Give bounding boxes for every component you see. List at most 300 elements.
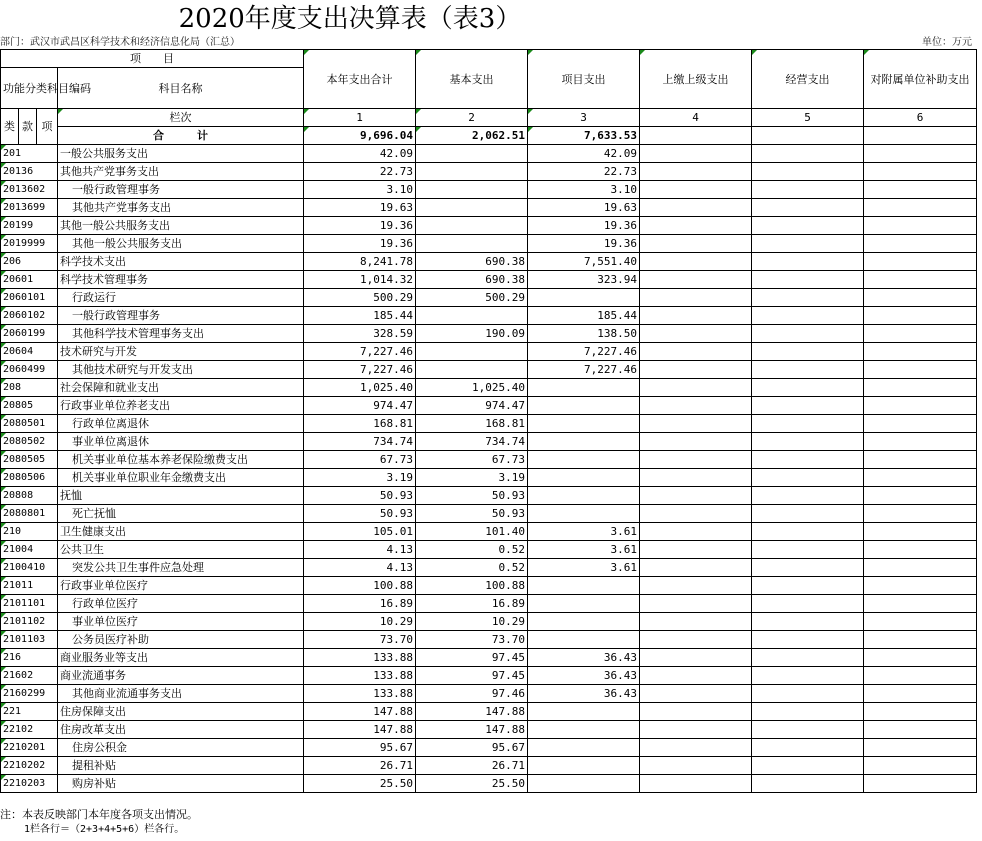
row-value-col-5 [752, 307, 864, 325]
row-value-col-2: 50.93 [416, 487, 528, 505]
row-value-col-3: 36.43 [528, 685, 640, 703]
table-row [1, 649, 977, 667]
row-code: 2080501 [1, 415, 58, 433]
row-value-col-2: 26.71 [416, 757, 528, 775]
table-row [1, 253, 977, 271]
row-value-col-5 [752, 361, 864, 379]
kuan-header: 款 [19, 109, 37, 145]
row-value-col-3: 3.61 [528, 541, 640, 559]
subject-name-header: 科目名称 [58, 68, 304, 109]
row-value-col-6 [864, 271, 977, 289]
table-row [1, 739, 977, 757]
row-subject-name: 死亡抚恤 [58, 505, 304, 523]
row-value-col-3 [528, 595, 640, 613]
table-row [1, 397, 977, 415]
row-value-col-6 [864, 361, 977, 379]
row-value-col-3: 7,551.40 [528, 253, 640, 271]
row-value-col-3: 138.50 [528, 325, 640, 343]
row-code: 2101102 [1, 613, 58, 631]
row-value-col-2: 73.70 [416, 631, 528, 649]
row-value-col-1: 133.88 [304, 667, 416, 685]
row-value-col-5 [752, 469, 864, 487]
row-value-col-1: 100.88 [304, 577, 416, 595]
row-value-col-1: 73.70 [304, 631, 416, 649]
row-value-col-4 [640, 307, 752, 325]
row-value-col-5 [752, 343, 864, 361]
row-code: 206 [1, 253, 58, 271]
col-header-6: 对附属单位补助支出 [864, 50, 977, 109]
row-value-col-6 [864, 775, 977, 793]
row-value-col-1: 25.50 [304, 775, 416, 793]
col-number-3: 3 [528, 109, 640, 127]
row-value-col-1: 133.88 [304, 649, 416, 667]
row-value-col-6 [864, 667, 977, 685]
row-value-col-4 [640, 451, 752, 469]
row-value-col-2: 0.52 [416, 559, 528, 577]
row-subject-name: 科学技术管理事务 [58, 271, 304, 289]
row-value-col-2: 974.47 [416, 397, 528, 415]
row-value-col-5 [752, 199, 864, 217]
row-value-col-3 [528, 505, 640, 523]
table-row [1, 469, 977, 487]
row-value-col-2: 10.29 [416, 613, 528, 631]
row-value-col-5 [752, 433, 864, 451]
row-value-col-1: 1,014.32 [304, 271, 416, 289]
row-value-col-6 [864, 703, 977, 721]
row-value-col-4 [640, 775, 752, 793]
row-value-col-2: 97.45 [416, 649, 528, 667]
total-value-2: 2,062.51 [416, 127, 528, 145]
row-code: 208 [1, 379, 58, 397]
row-value-col-4 [640, 217, 752, 235]
row-value-col-1: 147.88 [304, 703, 416, 721]
row-code: 2013602 [1, 181, 58, 199]
row-code: 20136 [1, 163, 58, 181]
row-code: 22102 [1, 721, 58, 739]
row-value-col-1: 3.10 [304, 181, 416, 199]
row-value-col-2: 500.29 [416, 289, 528, 307]
table-row [1, 343, 977, 361]
row-code: 2210202 [1, 757, 58, 775]
row-value-col-6 [864, 163, 977, 181]
row-value-col-1: 10.29 [304, 613, 416, 631]
row-value-col-2: 67.73 [416, 451, 528, 469]
row-value-col-3: 19.36 [528, 217, 640, 235]
table-row [1, 217, 977, 235]
project-header: 项 目 [1, 50, 304, 68]
row-value-col-5 [752, 739, 864, 757]
row-value-col-3 [528, 613, 640, 631]
row-value-col-3 [528, 739, 640, 757]
col-number-2: 2 [416, 109, 528, 127]
row-value-col-5 [752, 685, 864, 703]
row-value-col-4 [640, 505, 752, 523]
row-value-col-5 [752, 379, 864, 397]
row-value-col-2: 3.19 [416, 469, 528, 487]
row-subject-name: 事业单位医疗 [58, 613, 304, 631]
row-subject-name: 抚恤 [58, 487, 304, 505]
row-code: 2060101 [1, 289, 58, 307]
row-value-col-2: 50.93 [416, 505, 528, 523]
row-value-col-2: 1,025.40 [416, 379, 528, 397]
row-value-col-3 [528, 757, 640, 775]
row-subject-name: 其他商业流通事务支出 [58, 685, 304, 703]
row-value-col-3: 36.43 [528, 667, 640, 685]
table-row [1, 379, 977, 397]
row-subject-name: 公务员医疗补助 [58, 631, 304, 649]
row-value-col-6 [864, 739, 977, 757]
col-number-4: 4 [640, 109, 752, 127]
table-row [1, 235, 977, 253]
row-value-col-1: 26.71 [304, 757, 416, 775]
total-label: 合 计 [58, 127, 304, 145]
col-header-1: 本年支出合计 [304, 50, 416, 109]
table-note-formula: 1栏各行＝（2+3+4+5+6）栏各行。 [24, 824, 185, 835]
row-value-col-5 [752, 703, 864, 721]
row-value-col-1: 4.13 [304, 541, 416, 559]
row-value-col-6 [864, 577, 977, 595]
row-value-col-1: 50.93 [304, 505, 416, 523]
row-value-col-1: 734.74 [304, 433, 416, 451]
row-value-col-4 [640, 145, 752, 163]
col-header-5: 经营支出 [752, 50, 864, 109]
row-code: 2080801 [1, 505, 58, 523]
lei-header: 类 [1, 109, 19, 145]
row-value-col-3: 7,227.46 [528, 343, 640, 361]
row-value-col-2: 95.67 [416, 739, 528, 757]
table-row [1, 667, 977, 685]
row-subject-name: 商业流通事务 [58, 667, 304, 685]
row-value-col-6 [864, 631, 977, 649]
table-row [1, 559, 977, 577]
row-value-col-1: 105.01 [304, 523, 416, 541]
row-code: 2060199 [1, 325, 58, 343]
row-value-col-5 [752, 775, 864, 793]
row-value-col-5 [752, 235, 864, 253]
row-value-col-5 [752, 451, 864, 469]
row-value-col-1: 19.36 [304, 217, 416, 235]
row-subject-name: 行政单位离退休 [58, 415, 304, 433]
row-code: 2019999 [1, 235, 58, 253]
table-row [1, 685, 977, 703]
row-subject-name: 一般公共服务支出 [58, 145, 304, 163]
row-value-col-4 [640, 523, 752, 541]
table-row [1, 487, 977, 505]
row-code: 2080506 [1, 469, 58, 487]
row-value-col-4 [640, 235, 752, 253]
total-value-1: 9,696.04 [304, 127, 416, 145]
row-value-col-6 [864, 325, 977, 343]
row-subject-name: 其他科学技术管理事务支出 [58, 325, 304, 343]
table-row [1, 415, 977, 433]
row-value-col-3: 42.09 [528, 145, 640, 163]
row-value-col-2 [416, 199, 528, 217]
row-value-col-4 [640, 433, 752, 451]
row-value-col-4 [640, 181, 752, 199]
row-value-col-4 [640, 559, 752, 577]
row-value-col-3 [528, 289, 640, 307]
row-subject-name: 卫生健康支出 [58, 523, 304, 541]
row-subject-name: 技术研究与开发 [58, 343, 304, 361]
row-value-col-3 [528, 577, 640, 595]
table-body [1, 145, 977, 793]
row-value-col-1: 328.59 [304, 325, 416, 343]
row-value-col-6 [864, 253, 977, 271]
row-value-col-3: 36.43 [528, 649, 640, 667]
row-value-col-6 [864, 379, 977, 397]
row-value-col-5 [752, 163, 864, 181]
row-value-col-6 [864, 649, 977, 667]
col-header-2: 基本支出 [416, 50, 528, 109]
row-value-col-2 [416, 361, 528, 379]
row-value-col-1: 19.63 [304, 199, 416, 217]
row-value-col-6 [864, 307, 977, 325]
row-subject-name: 公共卫生 [58, 541, 304, 559]
row-code: 2060499 [1, 361, 58, 379]
row-value-col-3: 19.36 [528, 235, 640, 253]
row-value-col-2 [416, 181, 528, 199]
row-value-col-4 [640, 577, 752, 595]
row-value-col-2: 734.74 [416, 433, 528, 451]
table-row [1, 289, 977, 307]
row-value-col-6 [864, 541, 977, 559]
row-value-col-2: 147.88 [416, 703, 528, 721]
row-subject-name: 商业服务业等支出 [58, 649, 304, 667]
row-value-col-6 [864, 487, 977, 505]
row-value-col-4 [640, 631, 752, 649]
row-value-col-3 [528, 487, 640, 505]
row-value-col-4 [640, 739, 752, 757]
row-subject-name: 事业单位离退休 [58, 433, 304, 451]
row-value-col-5 [752, 145, 864, 163]
row-value-col-4 [640, 469, 752, 487]
row-subject-name: 行政事业单位医疗 [58, 577, 304, 595]
row-value-col-5 [752, 217, 864, 235]
row-value-col-2: 25.50 [416, 775, 528, 793]
row-value-col-1: 185.44 [304, 307, 416, 325]
row-code: 2210203 [1, 775, 58, 793]
row-value-col-6 [864, 595, 977, 613]
department-label: 部门：武汉市武昌区科学技术和经济信息化局（汇总） [0, 37, 240, 48]
row-value-col-5 [752, 649, 864, 667]
row-value-col-3 [528, 631, 640, 649]
row-value-col-5 [752, 397, 864, 415]
col-number-1: 1 [304, 109, 416, 127]
row-value-col-2: 690.38 [416, 253, 528, 271]
row-value-col-3: 3.61 [528, 559, 640, 577]
row-value-col-2: 16.89 [416, 595, 528, 613]
row-code: 21602 [1, 667, 58, 685]
row-value-col-6 [864, 145, 977, 163]
total-value-4 [640, 127, 752, 145]
row-code: 20601 [1, 271, 58, 289]
row-subject-name: 社会保障和就业支出 [58, 379, 304, 397]
row-value-col-6 [864, 235, 977, 253]
row-value-col-3 [528, 721, 640, 739]
row-value-col-5 [752, 253, 864, 271]
row-value-col-3: 22.73 [528, 163, 640, 181]
row-value-col-1: 168.81 [304, 415, 416, 433]
func-code-header: 功能分类科目编码 [1, 68, 58, 109]
table-row [1, 145, 977, 163]
row-code: 21011 [1, 577, 58, 595]
row-value-col-1: 500.29 [304, 289, 416, 307]
row-value-col-4 [640, 163, 752, 181]
row-value-col-5 [752, 271, 864, 289]
row-value-col-4 [640, 289, 752, 307]
row-value-col-6 [864, 721, 977, 739]
row-value-col-6 [864, 397, 977, 415]
row-value-col-5 [752, 181, 864, 199]
row-value-col-4 [640, 703, 752, 721]
row-subject-name: 机关事业单位职业年金缴费支出 [58, 469, 304, 487]
row-subject-name: 突发公共卫生事件应急处理 [58, 559, 304, 577]
row-value-col-5 [752, 487, 864, 505]
row-value-col-2 [416, 145, 528, 163]
row-value-col-6 [864, 559, 977, 577]
row-subject-name: 其他共产党事务支出 [58, 199, 304, 217]
row-subject-name: 行政运行 [58, 289, 304, 307]
row-value-col-5 [752, 415, 864, 433]
row-subject-name: 一般行政管理事务 [58, 307, 304, 325]
row-value-col-3: 3.10 [528, 181, 640, 199]
page-title: 2020年度支出决算表（表3） [178, 4, 522, 34]
row-value-col-3 [528, 415, 640, 433]
row-value-col-3: 7,227.46 [528, 361, 640, 379]
table-row [1, 505, 977, 523]
row-value-col-3: 3.61 [528, 523, 640, 541]
row-value-col-6 [864, 343, 977, 361]
row-subject-name: 住房改革支出 [58, 721, 304, 739]
lanci-label: 栏次 [58, 109, 304, 127]
unit-label: 单位：万元 [922, 37, 972, 48]
table-row [1, 271, 977, 289]
row-value-col-3: 19.63 [528, 199, 640, 217]
row-value-col-5 [752, 577, 864, 595]
row-value-col-2: 100.88 [416, 577, 528, 595]
xiang-header: 项 [37, 109, 58, 145]
table-row [1, 775, 977, 793]
row-code: 2101103 [1, 631, 58, 649]
row-code: 20808 [1, 487, 58, 505]
row-code: 201 [1, 145, 58, 163]
total-value-6 [864, 127, 977, 145]
row-value-col-6 [864, 199, 977, 217]
table-row [1, 325, 977, 343]
row-value-col-4 [640, 343, 752, 361]
row-value-col-5 [752, 757, 864, 775]
row-subject-name: 一般行政管理事务 [58, 181, 304, 199]
row-value-col-1: 8,241.78 [304, 253, 416, 271]
row-value-col-3 [528, 703, 640, 721]
row-value-col-6 [864, 523, 977, 541]
row-value-col-3: 185.44 [528, 307, 640, 325]
row-value-col-1: 1,025.40 [304, 379, 416, 397]
row-code: 2210201 [1, 739, 58, 757]
row-value-col-1: 3.19 [304, 469, 416, 487]
row-value-col-6 [864, 757, 977, 775]
col-number-6: 6 [864, 109, 977, 127]
row-value-col-5 [752, 325, 864, 343]
col-number-5: 5 [752, 109, 864, 127]
col-header-4: 上缴上级支出 [640, 50, 752, 109]
row-value-col-2 [416, 163, 528, 181]
row-value-col-6 [864, 451, 977, 469]
row-code: 210 [1, 523, 58, 541]
row-code: 2160299 [1, 685, 58, 703]
row-value-col-5 [752, 523, 864, 541]
row-subject-name: 其他一般公共服务支出 [58, 217, 304, 235]
table-row [1, 757, 977, 775]
row-value-col-4 [640, 361, 752, 379]
row-code: 2013699 [1, 199, 58, 217]
row-subject-name: 购房补贴 [58, 775, 304, 793]
row-value-col-4 [640, 541, 752, 559]
row-subject-name: 其他一般公共服务支出 [58, 235, 304, 253]
row-value-col-4 [640, 271, 752, 289]
row-value-col-1: 7,227.46 [304, 361, 416, 379]
row-value-col-4 [640, 415, 752, 433]
row-value-col-5 [752, 631, 864, 649]
row-value-col-2: 168.81 [416, 415, 528, 433]
row-value-col-5 [752, 595, 864, 613]
row-value-col-6 [864, 217, 977, 235]
row-value-col-5 [752, 541, 864, 559]
row-value-col-2 [416, 235, 528, 253]
row-value-col-4 [640, 487, 752, 505]
row-value-col-2: 147.88 [416, 721, 528, 739]
row-value-col-2 [416, 307, 528, 325]
table-row [1, 613, 977, 631]
row-code: 2080502 [1, 433, 58, 451]
row-value-col-3 [528, 397, 640, 415]
table-row [1, 181, 977, 199]
row-subject-name: 行政单位医疗 [58, 595, 304, 613]
row-value-col-1: 16.89 [304, 595, 416, 613]
row-value-col-5 [752, 667, 864, 685]
row-value-col-2: 97.45 [416, 667, 528, 685]
total-value-5 [752, 127, 864, 145]
row-value-col-1: 4.13 [304, 559, 416, 577]
row-value-col-5 [752, 505, 864, 523]
table-row [1, 433, 977, 451]
row-value-col-2 [416, 217, 528, 235]
row-value-col-1: 974.47 [304, 397, 416, 415]
row-value-col-1: 7,227.46 [304, 343, 416, 361]
row-value-col-3 [528, 775, 640, 793]
row-code: 2101101 [1, 595, 58, 613]
row-value-col-1: 19.36 [304, 235, 416, 253]
row-code: 221 [1, 703, 58, 721]
table-row [1, 595, 977, 613]
row-value-col-5 [752, 721, 864, 739]
table-row [1, 577, 977, 595]
row-subject-name: 机关事业单位基本养老保险缴费支出 [58, 451, 304, 469]
total-value-3: 7,633.53 [528, 127, 640, 145]
row-subject-name: 行政事业单位养老支出 [58, 397, 304, 415]
row-value-col-1: 22.73 [304, 163, 416, 181]
row-subject-name: 科学技术支出 [58, 253, 304, 271]
row-value-col-2: 690.38 [416, 271, 528, 289]
row-value-col-1: 147.88 [304, 721, 416, 739]
row-value-col-2: 190.09 [416, 325, 528, 343]
row-value-col-5 [752, 289, 864, 307]
row-value-col-4 [640, 397, 752, 415]
row-code: 20805 [1, 397, 58, 415]
row-value-col-6 [864, 685, 977, 703]
row-value-col-4 [640, 199, 752, 217]
row-value-col-4 [640, 649, 752, 667]
